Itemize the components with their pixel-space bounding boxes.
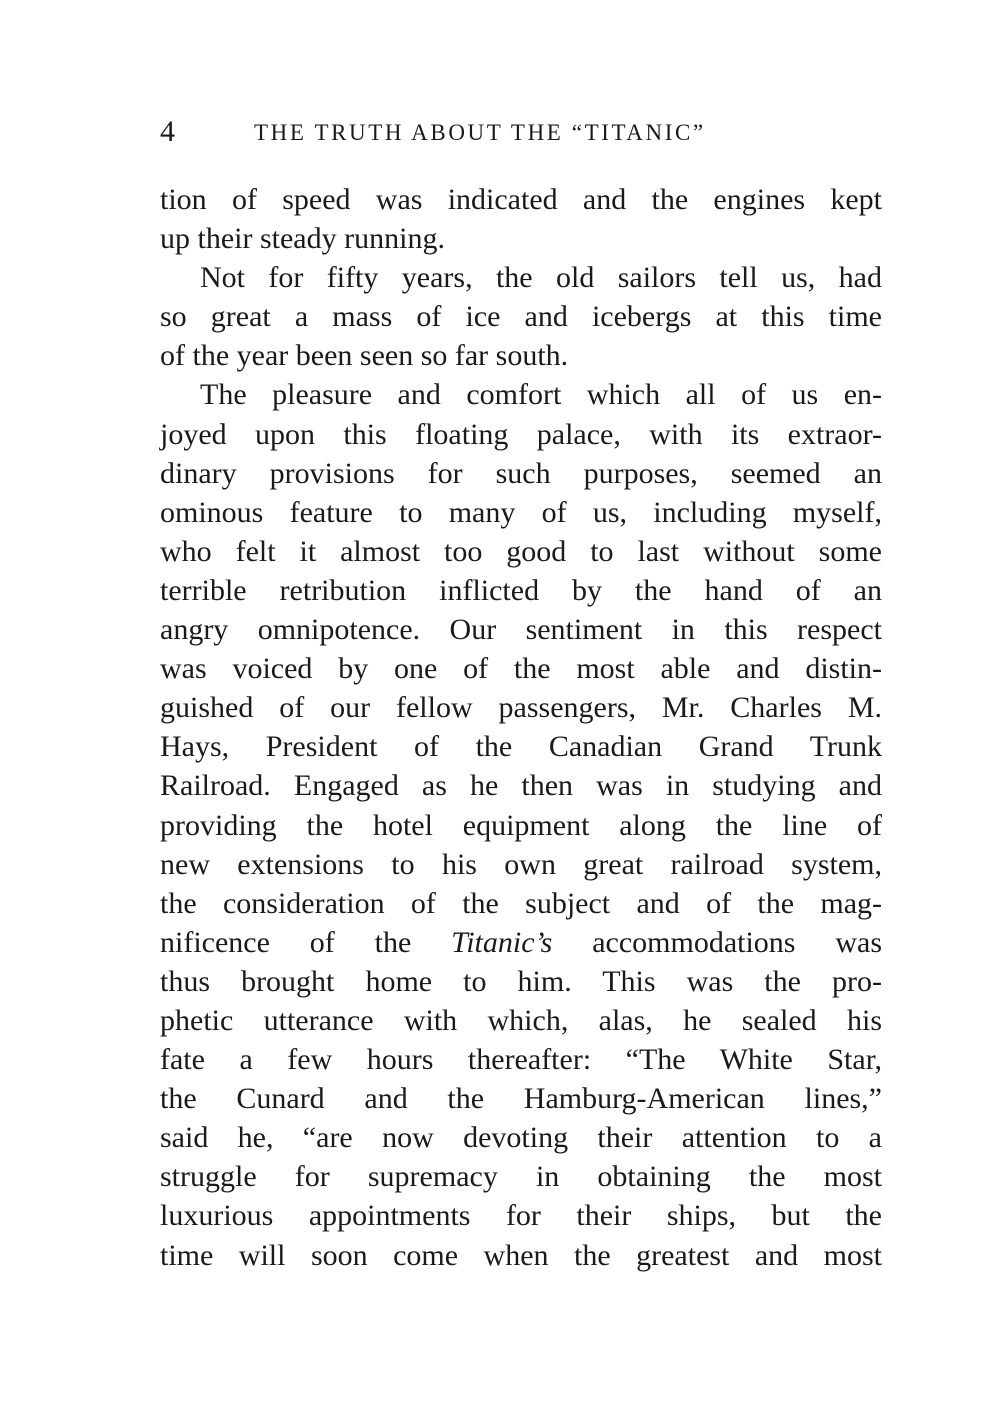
text-run: accommodations was <box>552 925 882 959</box>
running-head <box>160 112 882 152</box>
text-line: so great a mass of ice and icebergs at this time <box>160 300 882 334</box>
page-number: 4 <box>160 115 175 148</box>
text-line: up their steady running. <box>160 222 445 256</box>
text-line: The pleasure and comfort which all of us en- <box>200 378 882 412</box>
text-line: Railroad. Engaged as he then was in studying and <box>160 769 882 803</box>
text-line: phetic utterance with which, alas, he sealed his <box>160 1003 882 1037</box>
italic-ship-name: Titanic’s <box>451 925 553 959</box>
text-line: tion of speed was indicated and the engines kept <box>160 183 882 216</box>
text-line: joyed upon this floating palace, with its extraor- <box>160 417 882 451</box>
text-line: struggle for supremacy in obtaining the most <box>160 1160 882 1194</box>
text-line: the consideration of the subject and of the mag- <box>160 886 882 920</box>
text-line: was voiced by one of the most able and distin- <box>160 652 882 686</box>
body-text <box>160 180 882 1275</box>
text-line: ominous feature to many of us, including myself, <box>160 495 882 529</box>
running-title: THE TRUTH ABOUT THE “TITANIC” <box>254 120 706 145</box>
text-line: thus brought home to him. This was the pro- <box>160 964 882 998</box>
text-line: luxurious appointments for their ships, but the <box>160 1199 882 1233</box>
text-line-with-italic <box>160 923 882 962</box>
text-line: who felt it almost too good to last without some <box>160 534 882 568</box>
text-line: of the year been seen so far south. <box>160 339 569 373</box>
text-line: Not for fifty years, the old sailors tell us, had <box>200 261 882 295</box>
text-line: said he, “are now devoting their attention to a <box>160 1121 882 1155</box>
text-line: the Cunard and the Hamburg-American lines,” <box>160 1082 882 1116</box>
text-line: dinary provisions for such purposes, seemed an <box>160 456 882 490</box>
text-line: Hays, President of the Canadian Grand Trunk <box>160 730 882 764</box>
text-line: new extensions to his own great railroad system, <box>160 847 882 881</box>
text-line: fate a few hours thereafter: “The White Star, <box>160 1043 882 1077</box>
text-line: time will soon come when the greatest and most <box>160 1238 882 1272</box>
text-line: terrible retribution inflicted by the hand of an <box>160 573 882 607</box>
text-line: guished of our fellow passengers, Mr. Charles M. <box>160 691 882 725</box>
text-line: providing the hotel equipment along the line of <box>160 808 882 842</box>
text-run: nificence of the <box>160 925 452 959</box>
text-line: angry omnipotence. Our sentiment in this respect <box>160 613 882 647</box>
